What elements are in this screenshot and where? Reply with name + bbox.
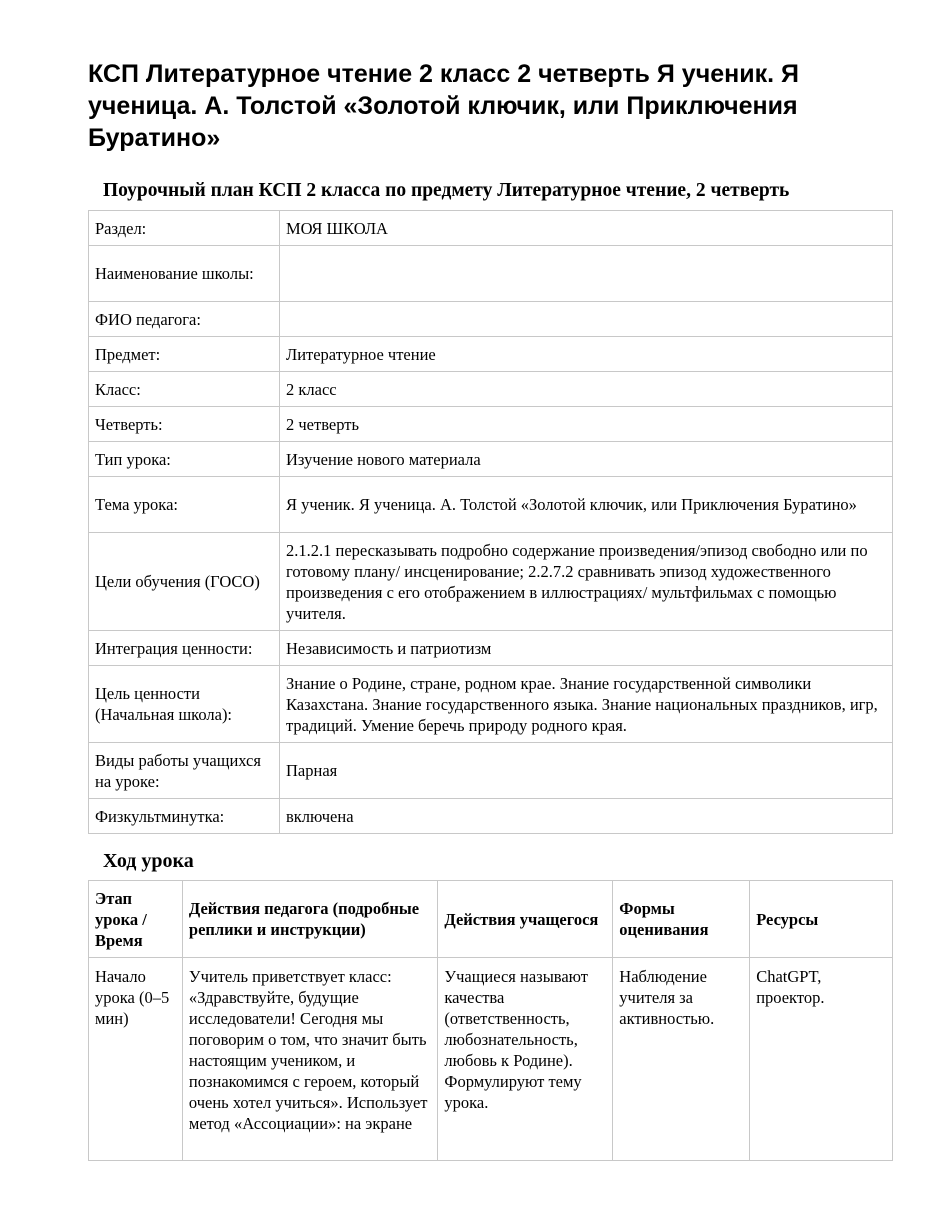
info-value: Литературное чтение <box>280 337 893 372</box>
info-key: Четверть: <box>89 407 280 442</box>
info-value: Парная <box>280 743 893 799</box>
table-row <box>89 372 893 407</box>
info-value: Знание о Родине, стране, родном крае. Знание государственной символики Казахстана. Знание государственного языка. Знание национальных праздников, игр, традиций. Умение беречь природу родного края. <box>280 666 893 743</box>
table-row <box>89 631 893 666</box>
table-row <box>89 407 893 442</box>
info-value: включена <box>280 799 893 834</box>
table-row <box>89 477 893 533</box>
lesson-info-table <box>88 210 893 834</box>
info-value <box>280 246 893 302</box>
table-row <box>89 442 893 477</box>
table-row <box>89 302 893 337</box>
table-header-row <box>89 881 893 958</box>
table-row <box>89 211 893 246</box>
info-key: Тема урока: <box>89 477 280 533</box>
column-header: Ресурсы <box>750 881 893 958</box>
info-value: 2 четверть <box>280 407 893 442</box>
info-key: Физкультминутка: <box>89 799 280 834</box>
info-key: Предмет: <box>89 337 280 372</box>
column-header: Действия учащегося <box>438 881 613 958</box>
info-key: Цель ценности (Начальная школа): <box>89 666 280 743</box>
table-row <box>89 533 893 631</box>
info-key: Раздел: <box>89 211 280 246</box>
table-row <box>89 246 893 302</box>
page-title: КСП Литературное чтение 2 класс 2 четверть Я ученик. Я ученица. А. Толстой «Золотой ключик, или Приключения Буратино» <box>88 60 799 152</box>
table-row <box>89 799 893 834</box>
column-header: Этап урока / Время <box>89 881 183 958</box>
table-row <box>89 958 893 1161</box>
teacher-actions-cell: Учитель приветствует класс: «Здравствуйте, будущие исследователи! Сегодня мы поговорим о том, что значит быть настоящим учеником, и познакомимся с героем, который очень хотел учиться». Использует метод «Ассоциации»: на экране <box>182 958 438 1161</box>
info-value <box>280 302 893 337</box>
info-value: Независимость и патриотизм <box>280 631 893 666</box>
info-key: Интеграция ценности: <box>89 631 280 666</box>
info-key: Класс: <box>89 372 280 407</box>
info-key: Виды работы учащихся на уроке: <box>89 743 280 799</box>
info-key: Тип урока: <box>89 442 280 477</box>
column-header: Действия педагога (подробные реплики и инструкции) <box>182 881 438 958</box>
table-row <box>89 743 893 799</box>
info-value: МОЯ ШКОЛА <box>280 211 893 246</box>
resources-cell: ChatGPT, проектор. <box>750 958 893 1161</box>
column-header: Формы оценивания <box>613 881 750 958</box>
info-value: 2 класс <box>280 372 893 407</box>
plan-title: Поурочный план КСП 2 класса по предмету Литературное чтение, 2 четверть <box>103 180 790 201</box>
lesson-heading: Ход урока <box>103 850 194 872</box>
assessment-cell: Наблюдение учителя за активностью. <box>613 958 750 1161</box>
info-key: Цели обучения (ГОСО) <box>89 533 280 631</box>
info-value: Изучение нового материала <box>280 442 893 477</box>
info-key: Наименование школы: <box>89 246 280 302</box>
info-value: Я ученик. Я ученица. А. Толстой «Золотой ключик, или Приключения Буратино» <box>280 477 893 533</box>
info-value: 2.1.2.1 пересказывать подробно содержание произведения/эпизод свободно или по готовому плану/ инсценирование; 2.2.7.2 сравнивать эпизод художественного произведения с его отображением в иллюстрациях/ мультфильмах с помощью учителя. <box>280 533 893 631</box>
info-key: ФИО педагога: <box>89 302 280 337</box>
student-actions-cell: Учащиеся называют качества (ответственность, любознательность, любовь к Родине). Формулируют тему урока. <box>438 958 613 1161</box>
table-row <box>89 666 893 743</box>
lesson-steps-table <box>88 880 893 1161</box>
stage-cell: Начало урока (0–5 мин) <box>89 958 183 1161</box>
table-row <box>89 337 893 372</box>
